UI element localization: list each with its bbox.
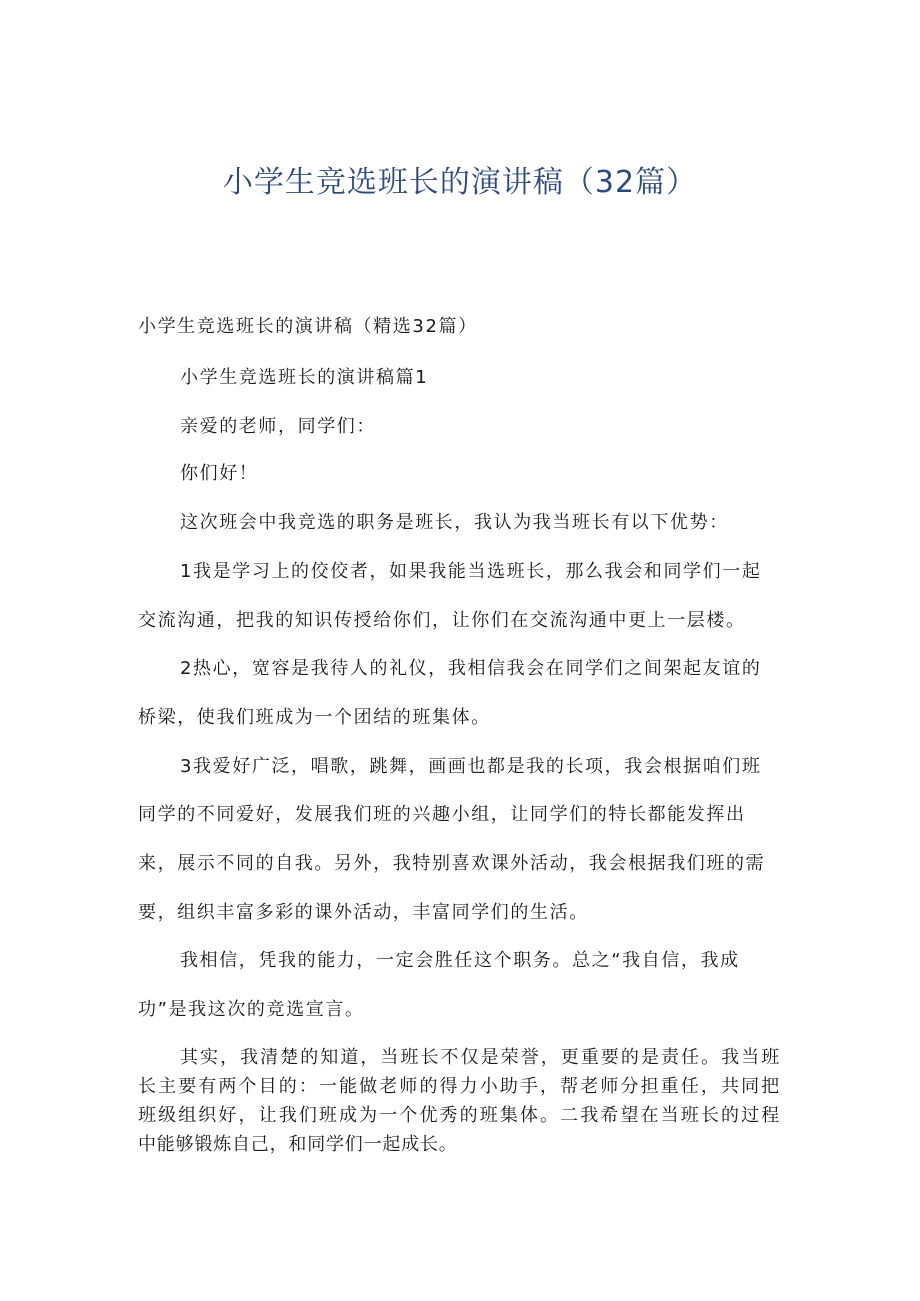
point3-line1: 3我爱好广泛，唱歌，跳舞，画画也都是我的长项，我会根据咱们班 xyxy=(180,756,762,777)
point2-line1: 2热心，宽容是我待人的礼仪，我相信我会在同学们之间架起友谊的 xyxy=(180,658,762,679)
point1-line2: 交流沟通，把我的知识传授给你们，让你们在交流沟通中更上一层楼。 xyxy=(138,610,746,631)
point3-line3: 来，展示不同的自我。另外，我特别喜欢课外活动，我会根据我们班的需 xyxy=(138,853,766,874)
point2-line2: 桥梁，使我们班成为一个团结的班集体。 xyxy=(138,707,491,728)
closing-line1: 我相信，凭我的能力，一定会胜任这个职务。总之“我自信，我成 xyxy=(180,950,740,971)
intro-paragraph: 这次班会中我竞选的职务是班长，我认为我当班长有以下优势： xyxy=(180,512,729,533)
final-line2: 长主要有两个目的：一能做老师的得力小助手，帮老师分担重任，共同把 xyxy=(138,1076,780,1097)
final-line3: 班级组织好，让我们班成为一个优秀的班集体。二我希望在当班长的过程 xyxy=(138,1105,780,1126)
section-heading: 小学生竞选班长的演讲稿篇1 xyxy=(180,367,429,388)
document-subtitle: 小学生竞选班长的演讲稿（精选32篇） xyxy=(138,316,478,337)
final-paragraph xyxy=(138,1043,780,1159)
greeting: 你们好！ xyxy=(180,463,259,484)
closing-line2: 功”是我这次的竞选宣言。 xyxy=(138,999,365,1020)
final-line1: 其实，我清楚的知道，当班长不仅是荣誉，更重要的是责任。我当班 xyxy=(180,1047,780,1068)
point3-line4: 要，组织丰富多彩的课外活动，丰富同学们的生活。 xyxy=(138,902,589,923)
document-title: 小学生竞选班长的演讲稿（32篇） xyxy=(222,165,698,200)
point1-line1: 1我是学习上的佼佼者，如果我能当选班长，那么我会和同学们一起 xyxy=(180,561,762,582)
point3-line2: 同学的不同爱好，发展我们班的兴趣小组，让同学们的特长都能发挥出 xyxy=(138,804,746,825)
final-line4: 中能够锻炼自己，和同学们一起成长。 xyxy=(138,1134,458,1155)
salutation: 亲爱的老师，同学们： xyxy=(180,416,376,437)
